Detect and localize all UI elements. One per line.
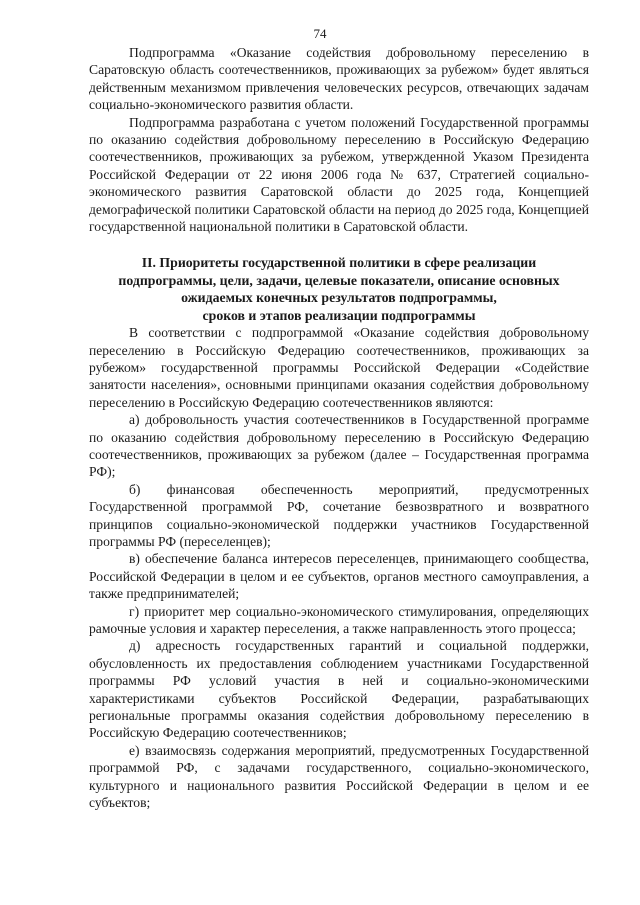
paragraph-subprogram-basis: Подпрограмма разработана с учетом положений Государственной программы по оказанию содействия добровольному переселению в Российскую Федерацию соотечественников, проживающих за рубежом, утвержденной Указом Президента Российской Федерации от 22 июня 2006 года № 637, Стратегией социально-экономического развития Саратовской области до 2025 года, Концепцией демографической политики Саратовской области на период до 2025 года, Концепцией государственной национальной политики в Саратовской области.: [89, 114, 589, 235]
list-item-principle-c: в) обеспечение баланса интересов переселенцев, принимающего сообщества, Российской Федерации в целом и ее субъектов, органов местного самоуправления, а также предпринимателей;: [89, 551, 589, 602]
paragraph-subprogram-mechanism: Подпрограмма «Оказание содействия добровольному переселению в Саратовскую область соотечественников, проживающих за рубежом» будет являться действенным механизмом привлечения человеческих ресурсов, отвечающих задачам социально-экономического развития области.: [89, 45, 589, 113]
list-item-principle-b: б) финансовая обеспеченность мероприятий, предусмотренных Государственной программой РФ, сочетание безвозвратного и возвратного принципов социально-экономической поддержки участников Государственной программы РФ (переселенцев);: [89, 481, 589, 549]
section-heading-line: сроков и этапов реализации подпрограммы: [202, 307, 476, 323]
section-heading: [89, 254, 589, 324]
list-item-principle-d: г) приоритет мер социально-экономического стимулирования, определяющих рамочные условия и характер переселения, а также направленность этого процесса;: [89, 603, 589, 636]
list-item-principle-e: д) адресность государственных гарантий и социальной поддержки, обусловленность их предоставления соблюдением участниками Государственной программы РФ условий участия в ней и социально-экономическими характеристиками субъектов Российской Федерации, разрабатывающих региональные программы оказания содействия добровольному переселению в Российскую Федерацию соотечественников;: [89, 638, 589, 741]
section-heading-line: ожидаемых конечных результатов подпрограммы,: [181, 290, 497, 306]
list-item-principle-f: е) взаимосвязь содержания мероприятий, предусмотренных Государственной программой РФ, с задачами государственного, социально-экономического, культурного и национального развития Российской Федерации в целом и ее субъектов;: [89, 742, 589, 811]
list-item-principle-a: а) добровольность участия соотечественников в Государственной программе по оказанию содействия добровольному переселению в Российскую Федерацию соотечественников, проживающих за рубежом (далее – Государственная программа РФ);: [89, 412, 589, 480]
document-body: [89, 44, 589, 811]
paragraph-principles-intro: В соответствии с подпрограммой «Оказание содействия добровольному переселению в Российскую Федерацию соотечественников, проживающих за рубежом» государственной программы Российской Федерации «Содействие занятости населения», основными принципами оказания содействия добровольному переселению в Российскую Федерацию соотечественников являются:: [89, 325, 589, 410]
page-number: 74: [313, 26, 327, 41]
section-heading-line: подпрограммы, цели, задачи, целевые показатели, описание основных: [118, 272, 560, 288]
section-heading-line: II. Приоритеты государственной политики в сфере реализации: [141, 255, 537, 271]
